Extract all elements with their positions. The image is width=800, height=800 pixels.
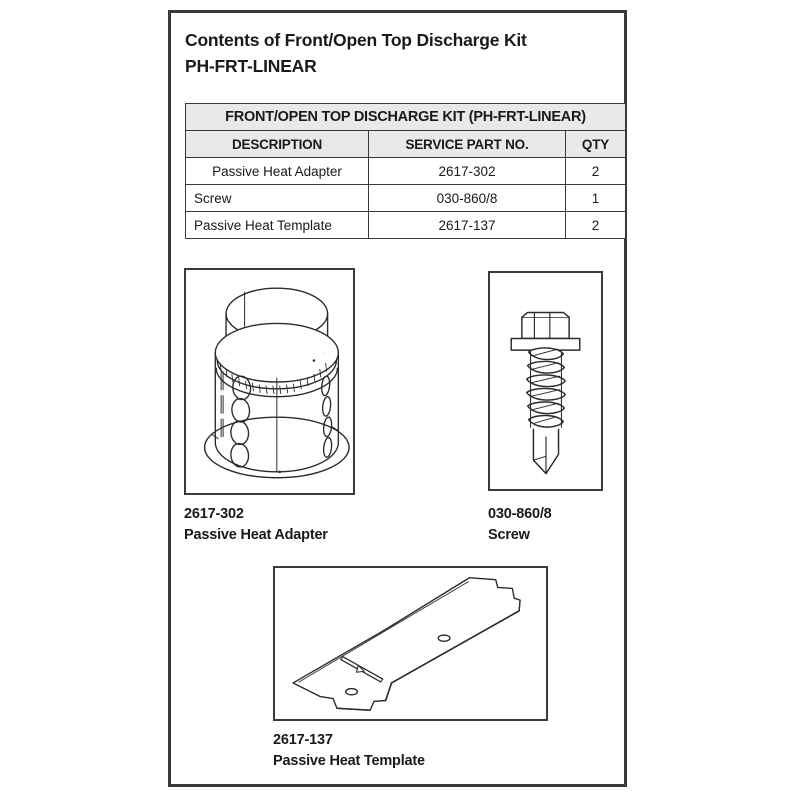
figure-panel-passive-heat-adapter bbox=[184, 268, 355, 495]
table-row bbox=[186, 212, 626, 239]
parts-table bbox=[185, 103, 626, 239]
document-frame bbox=[168, 10, 627, 787]
cell-part-no: 030-860/8 bbox=[369, 185, 566, 212]
caption-part-name: Passive Heat Template bbox=[273, 753, 425, 769]
passive-heat-adapter-illustration bbox=[186, 270, 353, 493]
cell-qty: 2 bbox=[566, 158, 626, 185]
caption-part-no: 030-860/8 bbox=[488, 506, 552, 522]
caption-part-no: 2617-302 bbox=[184, 506, 244, 522]
screw-illustration bbox=[490, 273, 601, 489]
cell-part-no: 2617-137 bbox=[369, 212, 566, 239]
caption-part-no: 2617-137 bbox=[273, 732, 333, 748]
figure-caption-passive-heat-adapter bbox=[184, 504, 328, 546]
table-header-row bbox=[186, 131, 626, 158]
table-caption-cell: FRONT/OPEN TOP DISCHARGE KIT (PH-FRT-LINEAR) bbox=[186, 104, 626, 131]
column-header-description: DESCRIPTION bbox=[186, 131, 369, 158]
table-row bbox=[186, 158, 626, 185]
cell-description: Screw bbox=[186, 185, 369, 212]
title-line-2: PH-FRT-LINEAR bbox=[185, 56, 317, 76]
table-caption-row bbox=[186, 104, 626, 131]
table-row bbox=[186, 185, 626, 212]
figure-panel-passive-heat-template bbox=[273, 566, 548, 721]
cell-description: Passive Heat Template bbox=[186, 212, 369, 239]
column-header-qty: QTY bbox=[566, 131, 626, 158]
caption-part-name: Screw bbox=[488, 527, 530, 543]
caption-part-name: Passive Heat Adapter bbox=[184, 527, 328, 543]
figure-caption-screw bbox=[488, 504, 552, 546]
passive-heat-template-illustration bbox=[275, 568, 546, 719]
cell-description: Passive Heat Adapter bbox=[186, 158, 369, 185]
cell-qty: 2 bbox=[566, 212, 626, 239]
figure-caption-passive-heat-template bbox=[273, 730, 425, 772]
column-header-part-no: SERVICE PART NO. bbox=[369, 131, 566, 158]
cell-part-no: 2617-302 bbox=[369, 158, 566, 185]
title-line-1: Contents of Front/Open Top Discharge Kit bbox=[185, 30, 527, 50]
page-title bbox=[185, 27, 615, 79]
cell-qty: 1 bbox=[566, 185, 626, 212]
figure-panel-screw bbox=[488, 271, 603, 491]
